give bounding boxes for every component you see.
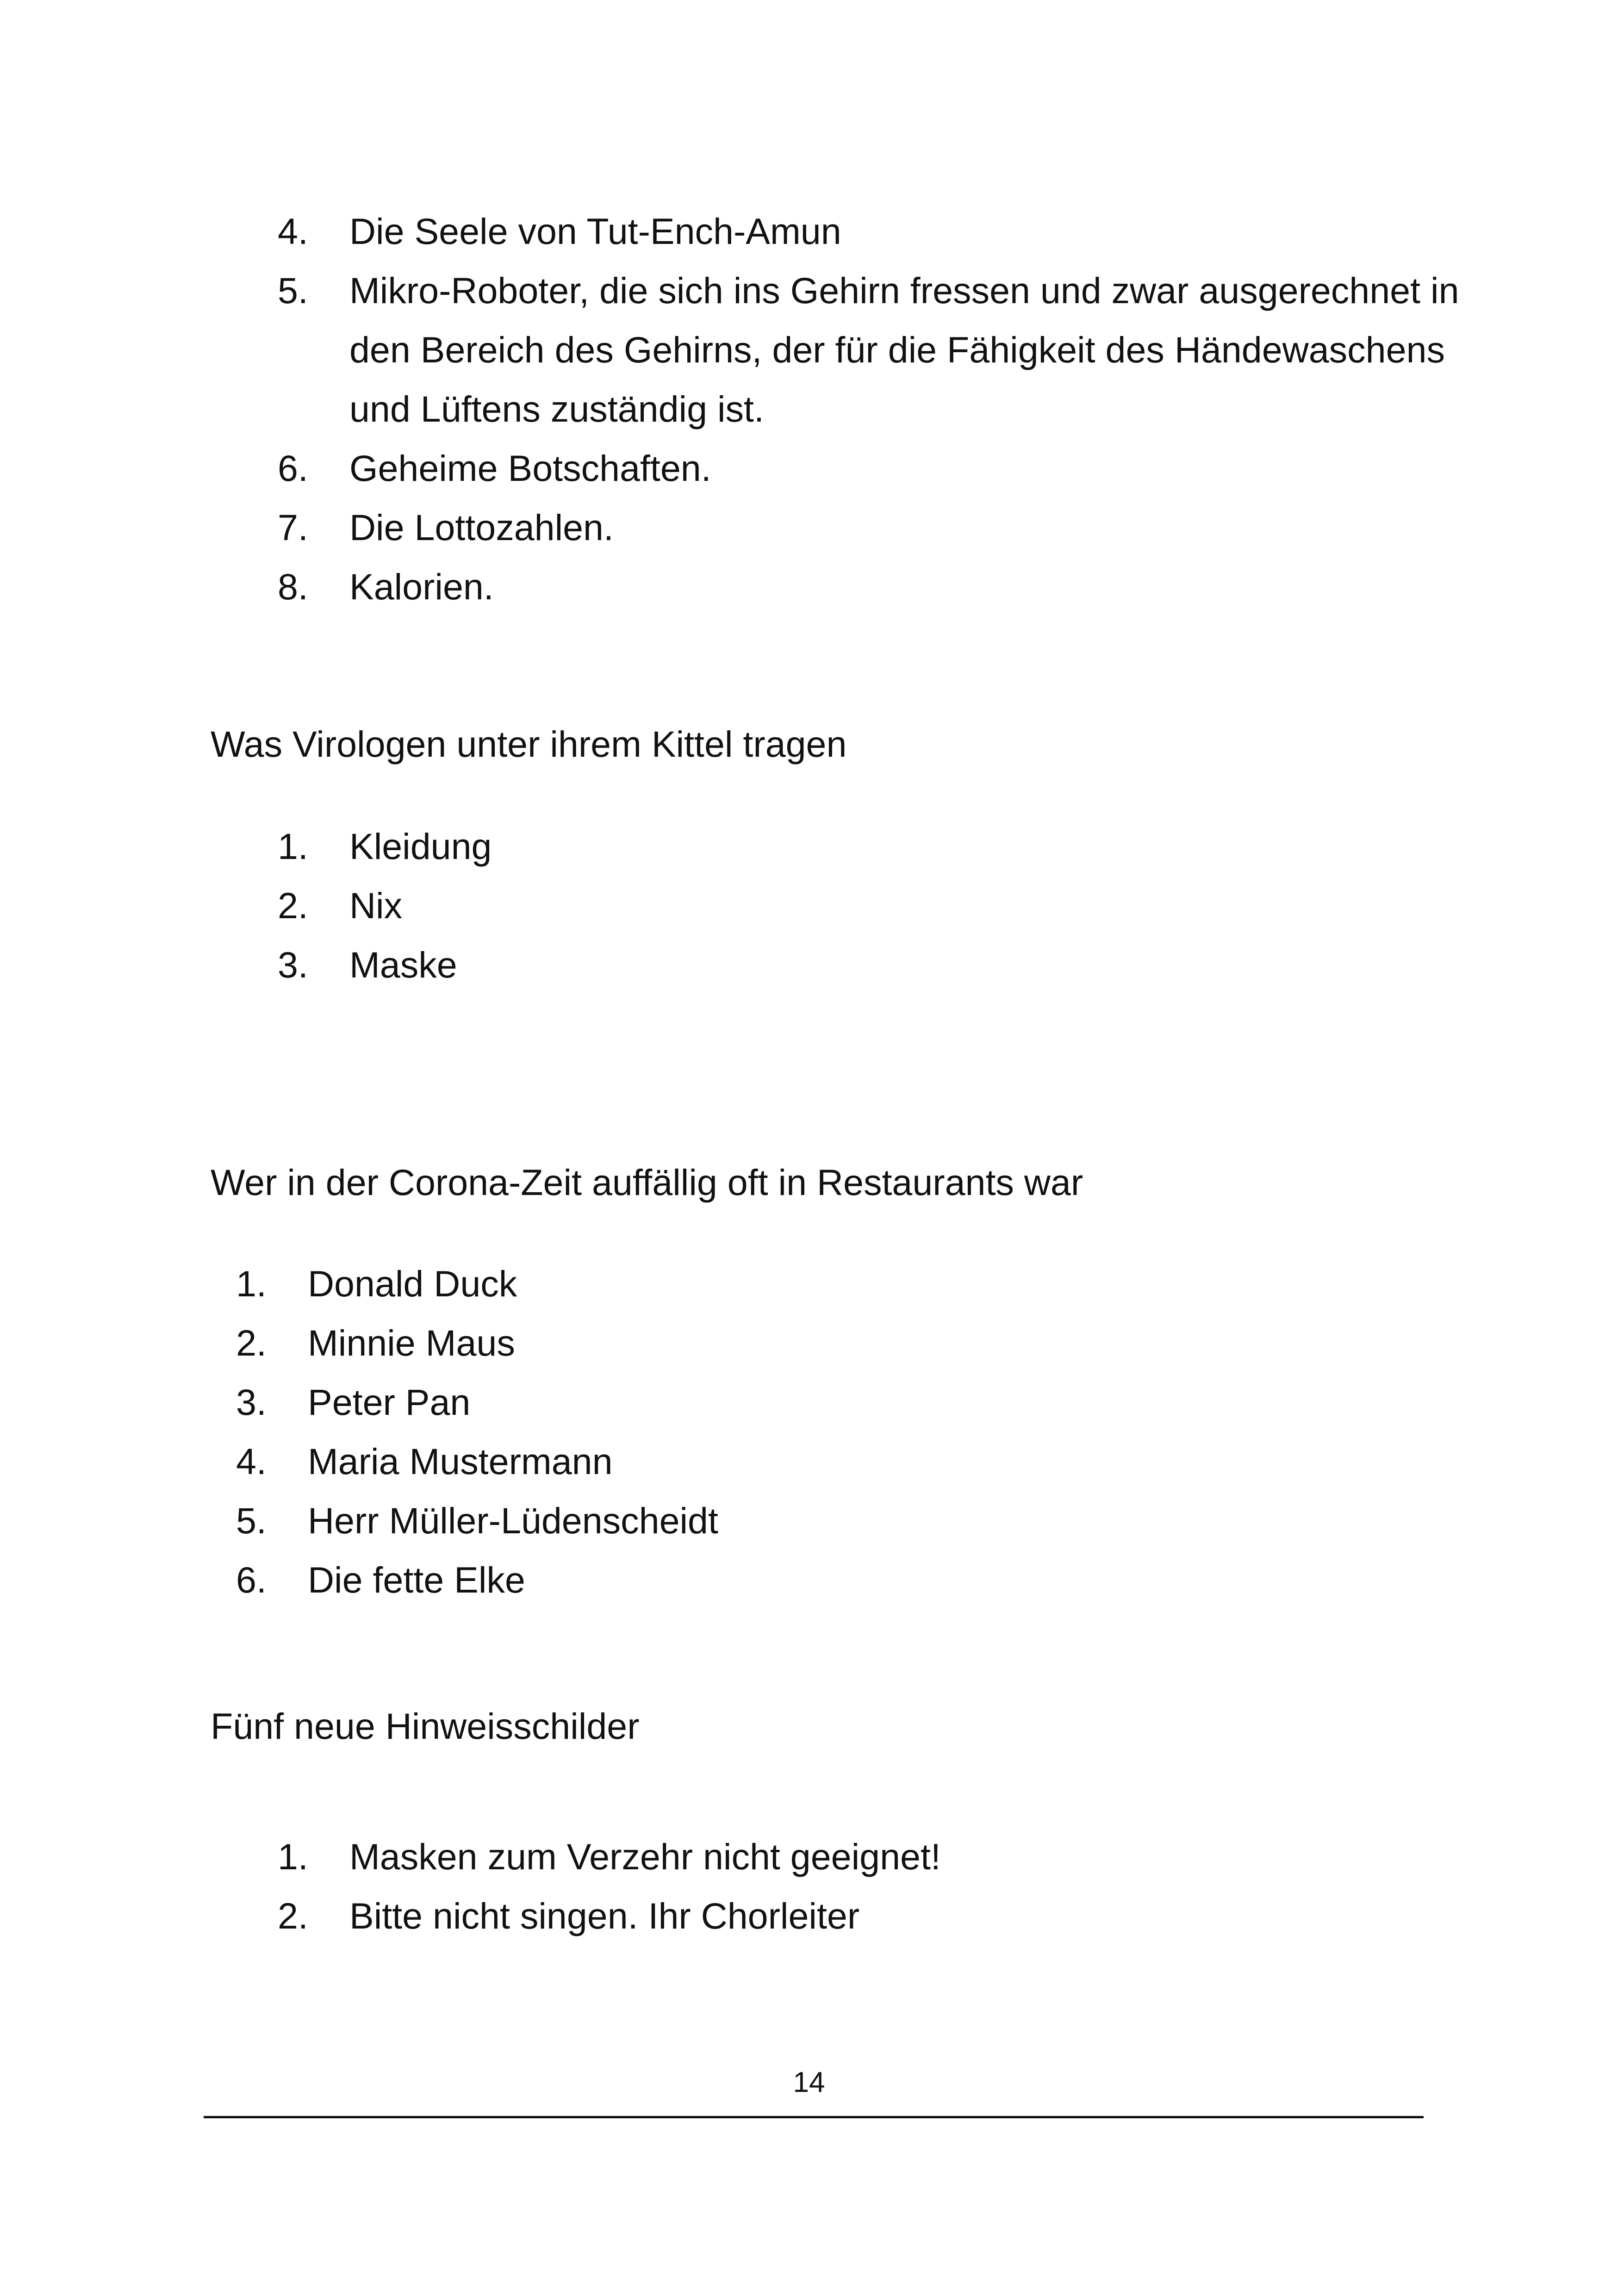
list-item-number: 4.	[278, 211, 308, 252]
list-schilder	[213, 1827, 1462, 1946]
footer-divider	[204, 2116, 1424, 2118]
list-corona	[213, 1254, 1462, 1610]
list-item-number: 6.	[236, 1559, 267, 1600]
list-item	[213, 202, 1462, 261]
list-item	[213, 1254, 1462, 1313]
list-item-text: Donald Duck	[308, 1263, 517, 1304]
list-item	[213, 498, 1462, 557]
list-item-text: Bitte nicht singen. Ihr Chorleiter	[349, 1895, 860, 1936]
list-virologen	[213, 817, 1462, 995]
list-item-number: 4.	[236, 1441, 267, 1482]
list-item	[213, 1550, 1462, 1610]
list-item	[213, 1432, 1462, 1491]
list-item	[213, 1827, 1462, 1886]
list-item	[213, 1886, 1462, 1946]
list-item-number: 2.	[278, 885, 308, 926]
list-item-text: Kleidung	[349, 826, 492, 867]
list-item-text: Maske	[349, 944, 457, 985]
list-item-text: Herr Müller-Lüdenscheidt	[308, 1500, 718, 1541]
list-item	[213, 439, 1462, 498]
list-item-text: Nix	[349, 885, 403, 926]
list-item	[213, 876, 1462, 935]
list-item-text: Maria Mustermann	[308, 1441, 613, 1482]
list-item-number: 2.	[278, 1895, 308, 1936]
list-item-number: 3.	[278, 944, 308, 985]
list-item-number: 2.	[236, 1322, 267, 1363]
list-item-text: Die Seele von Tut-Ench-Amun	[349, 211, 841, 252]
list-item-number: 5.	[278, 270, 308, 311]
list-item	[213, 557, 1462, 616]
list-item-text: Masken zum Verzehr nicht geeignet!	[349, 1836, 941, 1877]
list-item-text: Geheime Botschaften.	[349, 448, 711, 489]
list-item-text: Die fette Elke	[308, 1559, 525, 1600]
section-heading-virologen: Was Virologen unter ihrem Kittel tragen	[211, 723, 847, 765]
list-item-text: Peter Pan	[308, 1381, 471, 1423]
list-item-text: Kalorien.	[349, 566, 494, 607]
list-item	[213, 1491, 1462, 1550]
list-item-number: 1.	[278, 826, 308, 867]
list-item	[213, 935, 1462, 995]
list-item	[213, 817, 1462, 876]
list-item-text: Die Lottozahlen.	[349, 507, 614, 548]
list-item-text: Mikro-Roboter, die sich ins Gehirn fressen und zwar ausgerechnet in den Bereich des Gehirns, der für die Fähigkeit des Händewaschens und Lüftens zuständig ist.	[349, 270, 1459, 429]
list-item	[213, 261, 1462, 439]
list-item-text: Minnie Maus	[308, 1322, 515, 1363]
section-heading-schilder: Fünf neue Hinweisschilder	[211, 1705, 640, 1747]
list-item-number: 3.	[236, 1381, 267, 1423]
list-item-number: 1.	[236, 1263, 267, 1304]
list-continued	[213, 202, 1462, 616]
section-heading-corona: Wer in der Corona-Zeit auffällig oft in Restaurants war	[211, 1162, 1083, 1203]
list-item	[213, 1373, 1462, 1432]
list-item-number: 7.	[278, 507, 308, 548]
list-item-number: 6.	[278, 448, 308, 489]
list-item-number: 5.	[236, 1500, 267, 1541]
list-item-number: 1.	[278, 1836, 308, 1877]
list-item-number: 8.	[278, 566, 308, 607]
page-number: 14	[793, 2066, 825, 2098]
list-item	[213, 1313, 1462, 1373]
